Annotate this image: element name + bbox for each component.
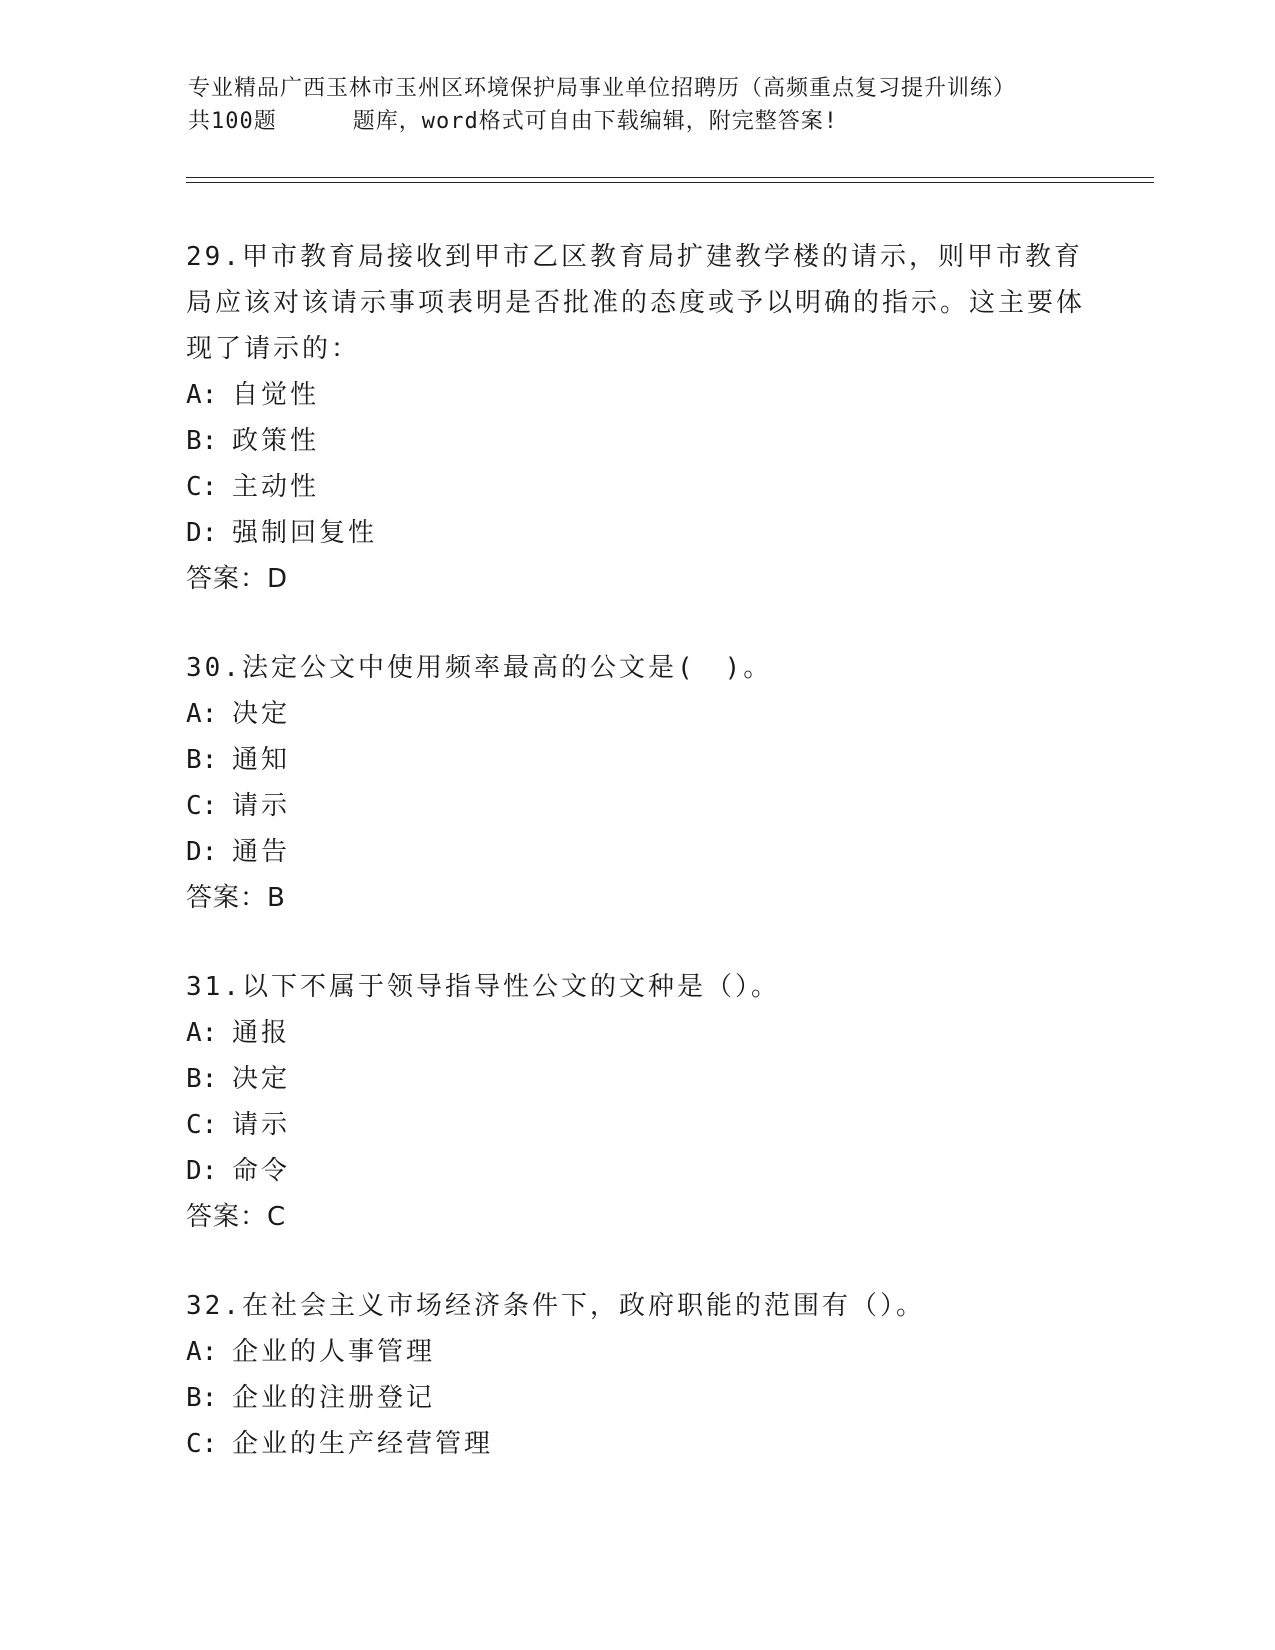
answer-text: 答案：B bbox=[186, 883, 286, 913]
option-text: 命令 bbox=[232, 1156, 291, 1186]
option-b bbox=[186, 737, 1086, 783]
option-letter: C: bbox=[186, 1429, 218, 1459]
header-title-line: 专业精品广西玉林市玉州区环境保护局事业单位招聘历（高频重点复习提升训练） bbox=[188, 76, 1017, 101]
option-text: 企业的人事管理 bbox=[232, 1337, 436, 1367]
header-subtitle-line bbox=[188, 105, 1088, 138]
option-d bbox=[186, 1148, 1086, 1194]
header-divider-bottom bbox=[186, 182, 1154, 183]
option-text: 强制回复性 bbox=[232, 518, 378, 548]
header-question-count: 共100题 bbox=[188, 109, 277, 134]
question-31 bbox=[186, 964, 1086, 1240]
option-text: 政策性 bbox=[232, 426, 320, 456]
option-text: 主动性 bbox=[232, 472, 320, 502]
answer-text: 答案：D bbox=[186, 564, 289, 594]
option-letter: C: bbox=[186, 472, 218, 502]
option-letter: B: bbox=[186, 1064, 218, 1094]
option-letter: B: bbox=[186, 745, 218, 775]
option-text: 通告 bbox=[232, 837, 291, 867]
option-letter: D: bbox=[186, 837, 218, 867]
option-text: 决定 bbox=[232, 1064, 291, 1094]
question-29 bbox=[186, 234, 1086, 602]
question-text: 30.法定公文中使用频率最高的公文是( )。 bbox=[186, 653, 773, 683]
option-c bbox=[186, 783, 1086, 829]
option-text: 决定 bbox=[232, 699, 291, 729]
question-30 bbox=[186, 645, 1086, 921]
option-a bbox=[186, 372, 1086, 418]
option-b bbox=[186, 1056, 1086, 1102]
option-text: 自觉性 bbox=[232, 380, 320, 410]
option-d bbox=[186, 829, 1086, 875]
option-letter: C: bbox=[186, 791, 218, 821]
option-b bbox=[186, 418, 1086, 464]
option-a bbox=[186, 691, 1086, 737]
option-letter: A: bbox=[186, 1018, 218, 1048]
question-text: 31.以下不属于领导指导性公文的文种是（）。 bbox=[186, 972, 780, 1002]
option-c bbox=[186, 1421, 1086, 1467]
option-a bbox=[186, 1329, 1086, 1375]
header-description: 题库，word格式可自由下载编辑，附完整答案! bbox=[352, 109, 838, 134]
option-text: 请示 bbox=[232, 1110, 291, 1140]
option-letter: A: bbox=[186, 380, 218, 410]
option-text: 通知 bbox=[232, 745, 291, 775]
option-letter: D: bbox=[186, 1156, 218, 1186]
option-letter: B: bbox=[186, 426, 218, 456]
answer-text: 答案：C bbox=[186, 1202, 287, 1232]
option-letter: B: bbox=[186, 1383, 218, 1413]
option-text: 企业的生产经营管理 bbox=[232, 1429, 494, 1459]
option-text: 请示 bbox=[232, 791, 291, 821]
option-letter: C: bbox=[186, 1110, 218, 1140]
option-letter: A: bbox=[186, 1337, 218, 1367]
question-32 bbox=[186, 1283, 1086, 1467]
option-letter: A: bbox=[186, 699, 218, 729]
option-b bbox=[186, 1375, 1086, 1421]
option-text: 企业的注册登记 bbox=[232, 1383, 436, 1413]
option-a bbox=[186, 1010, 1086, 1056]
question-list bbox=[186, 234, 1086, 1510]
question-text: 32.在社会主义市场经济条件下，政府职能的范围有（）。 bbox=[186, 1291, 925, 1321]
page-header bbox=[188, 72, 1088, 138]
option-text: 通报 bbox=[232, 1018, 291, 1048]
option-c bbox=[186, 1102, 1086, 1148]
header-divider-top bbox=[186, 177, 1154, 178]
option-d bbox=[186, 510, 1086, 556]
question-text: 29.甲市教育局接收到甲市乙区教育局扩建教学楼的请示，则甲市教育局应该对该请示事项表明是否批准的态度或予以明确的指示。这主要体现了请示的： bbox=[186, 242, 1086, 364]
option-letter: D: bbox=[186, 518, 218, 548]
option-c bbox=[186, 464, 1086, 510]
